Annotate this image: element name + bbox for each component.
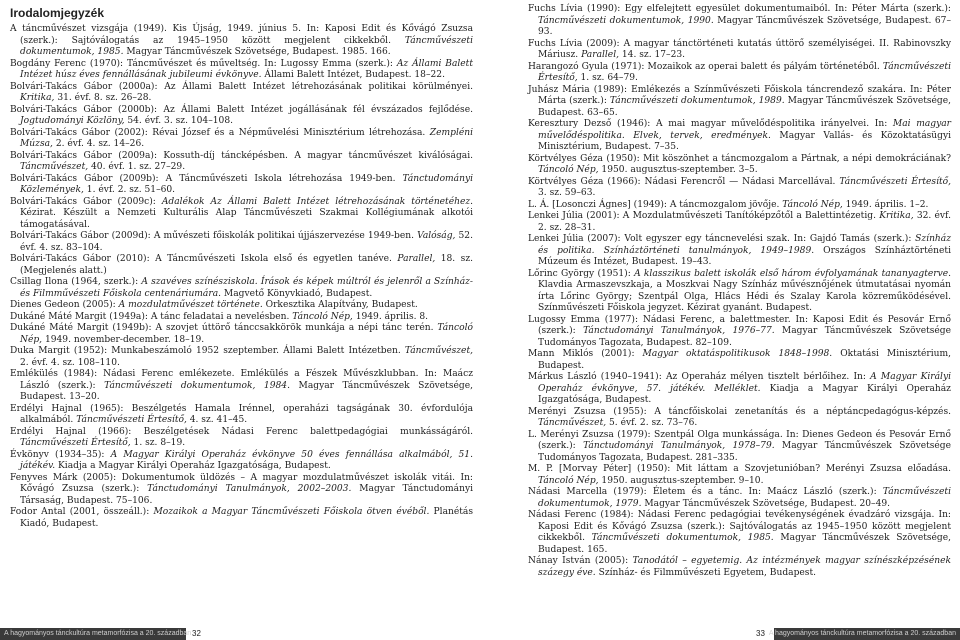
- entry-text-segment: Kézirat. Készült a Nemzeti Kulturális Alap Táncművészeti Szakmai Kollégiumának alkotói támogatásával.: [20, 208, 473, 230]
- entry-text-segment: Magyar Táncművészek Szövetsége, Budapest. 20–49.: [641, 498, 891, 509]
- entry-text-segment: 40. évf. 1. sz. 27–29.: [88, 162, 186, 172]
- bibliography-entry: [10, 231, 473, 254]
- entry-italic-segment: Táncművészeti Értesítő,: [538, 61, 951, 83]
- entry-text-segment: L. Merényi Zsuzsa (1979): Szentpál Olga munkássága. In: Dienes Gedeon és Pesovár Ernő (szerk.):: [528, 429, 951, 451]
- bibliography-entry: [528, 430, 951, 465]
- entry-text-segment: Planétás Kiadó, Budapest.: [20, 507, 473, 529]
- entry-italic-segment: Táncoló Nép,: [782, 199, 843, 210]
- right-column: [528, 4, 951, 579]
- entry-text-segment: Fuchs Lívia (2009): A magyar tánctörténeti kutatás úttörő személyiségei. II. Rabinovszky Máriusz.: [528, 38, 951, 60]
- entry-text-segment: Magyar Táncművészek Szövetsége, Budapest. 67–93.: [538, 15, 952, 37]
- entry-italic-segment: Tanodától – egyetemig. Az intézmények magyar színészképzésének százegy éve.: [538, 556, 951, 578]
- bibliography-entry: [528, 85, 951, 120]
- entry-text-segment: Orkesztika Alapítvány, Budapest.: [262, 300, 418, 310]
- entry-text-segment: Csillag Ilona (1964, szerk.):: [10, 277, 142, 287]
- entry-text-segment: Lenkei Júlia (2007): Volt egyszer egy táncnevelési szak. In: Gajdó Tamás (szerk.):: [528, 234, 916, 244]
- entry-italic-segment: Zempléni Múzsa,: [20, 127, 473, 149]
- entry-text-segment: 54. évf. 3. sz. 104–108.: [124, 116, 234, 126]
- bibliography-entry: [528, 464, 951, 487]
- entry-text-segment: Lenkei Júlia (2001): A Mozdulatművészeti Tanítóképzőtől a Balettintézetig.: [528, 211, 880, 221]
- entry-italic-segment: Táncművészeti dokumentumok, 1990.: [538, 15, 714, 26]
- entry-text-segment: Lugossy Emma (1977): Nádasi Ferenc, a balettmester. In: Kaposi Edit és Pesovár Ernő (szerk.):: [528, 314, 951, 336]
- entry-text-segment: 5. évf. 2. sz. 73–76.: [606, 418, 698, 428]
- entry-italic-segment: A Magyar Királyi Operaház évkönyve, 57. játékév. Melléklet.: [538, 372, 952, 394]
- footer-left: [0, 628, 480, 640]
- bibliography-entry: [528, 177, 951, 200]
- entry-italic-segment: Táncoló Nép,: [538, 475, 599, 486]
- entry-text-segment: 52. évf. 4. sz. 83–104.: [20, 231, 473, 253]
- bibliography-entry: [10, 404, 473, 427]
- entry-text-segment: 1949. november-december. 18–19.: [42, 334, 205, 345]
- entry-italic-segment: A szavéves színésziskola. Írások és képek múltról és jelenről a Színház- és Filmművészeti Főiskola centenáriumára.: [20, 277, 473, 299]
- entry-text-segment: Nádasi Marcella (1979): Életem és a tánc. In: Maácz László (szerk.):: [528, 487, 883, 497]
- entry-text-segment: Juhász Mária (1989): Emlékezés a Színművészeti Főiskola táncrendező szakára. In: Péter Márta (szerk.):: [528, 84, 951, 106]
- entry-text-segment: Magyar Vallás- és Közoktatásügyi Minisztérium, Budapest. 7–35.: [538, 130, 952, 152]
- entry-text-segment: 18. sz. (Megjelenés alatt.): [20, 254, 474, 276]
- footer-title-right: A hagyományos tánckultúra metamorfózisa a 20. században: [768, 630, 956, 637]
- page-number-right: 33: [756, 629, 765, 638]
- entry-text-segment: 1949. április. 8.: [352, 311, 429, 322]
- bibliography-entry: [10, 312, 473, 324]
- entry-text-segment: Mann Miklós (2001):: [528, 349, 643, 359]
- bibliography-entry: [528, 556, 951, 579]
- bibliography-entry: [528, 200, 951, 212]
- entry-text-segment: 1950. augusztus-szeptember. 9–10.: [598, 475, 764, 486]
- entry-italic-segment: Táncoló Nép,: [292, 311, 353, 322]
- entry-italic-segment: Táncművészet,: [538, 418, 607, 428]
- entry-text-segment: Harangozó Gyula (1971): Mozaikok az operai balett és pályám történetéből.: [528, 61, 883, 72]
- section-heading: Irodalomjegyzék: [10, 6, 105, 20]
- entry-text-segment: 1949. április. 1–2.: [842, 199, 929, 210]
- entry-text-segment: 1950. augusztus-szeptember. 3–5.: [598, 165, 758, 175]
- bibliography-entry: [528, 487, 951, 510]
- entry-italic-segment: Táncoló Nép,: [20, 323, 473, 345]
- entry-italic-segment: Tánctudományi Közlemények,: [20, 173, 473, 195]
- entry-text-segment: 4. sz. 41–45.: [186, 415, 248, 425]
- entry-text-segment: M. P. [Morvay Péter] (1950): Mit láttam a Szovjetunióban? Merényi Zsuzsa előadása.: [528, 464, 951, 474]
- entry-italic-segment: Magyar oktatáspolitikusok 1848–1998.: [642, 349, 833, 359]
- bibliography-entry: [528, 154, 951, 177]
- entry-text-segment: Klavdia Armaszevszkaja, a Moszkvai Nagy Színház művésznőjének útmutatásai nyomán írta Lőrinc György; Szentpál Olga, Hlács Hédi és Szalay Karola közreműködésével. Színművészeti Főiskola jegyzet. Kézirat gyanánt. Budapest.: [538, 280, 951, 313]
- entry-italic-segment: Jogtudományi Közlöny,: [20, 116, 125, 126]
- entry-text-segment: Magyar Táncművészek Szövetsége Tudományos Tagozata, Budapest. 82–109.: [538, 326, 951, 348]
- entry-italic-segment: Táncművészeti dokumentumok, 1979.: [538, 487, 951, 509]
- entry-text-segment: 3. sz. 59–63.: [538, 188, 596, 198]
- entry-text-segment: Keresztury Dezső (1946): A mai magyar művelődéspolitika irányelvei. In:: [528, 119, 893, 129]
- bibliography-entry: [528, 315, 951, 350]
- footer-right: [480, 628, 960, 640]
- entry-text-segment: Színház- és Filmművészeti Egyetem, Budapest.: [595, 567, 817, 578]
- entry-text-segment: 31. évf. 8. sz. 26–28.: [54, 93, 152, 103]
- entry-text-segment: 32. évf. 2. sz. 28–31.: [538, 211, 951, 233]
- entry-text-segment: 2. évf. 4. sz. 108–110.: [20, 357, 120, 368]
- bibliography-entry: [528, 349, 951, 372]
- entry-text-segment: Bolvári-Takács Gábor (2000a): Az Állami Balett Intézet létrehozásának politikai körülményei.: [10, 81, 473, 92]
- entry-text-segment: Bolvári-Takács Gábor (2002): Révai József és a Népművelési Minisztérium létrehozása.: [10, 127, 430, 138]
- entry-text-segment: Évkönyv (1934–35):: [10, 449, 111, 460]
- entry-text-segment: L. Á. [Losonczi Ágnes] (1949): A táncmozgalom jövője.: [528, 199, 783, 210]
- entry-text-segment: 2. évf. 4. sz. 14–26.: [52, 139, 145, 149]
- entry-text-segment: Bolvári-Takács Gábor (2010): A Táncművészeti Iskola első és egyetlen tanéve.: [10, 254, 398, 264]
- entry-text-segment: 14. sz. 17–23.: [619, 50, 686, 60]
- entry-text-segment: Merényi Zsuzsa (1955): A táncfőiskolai zenetanítás és a néptáncpedagógus-képzés.: [528, 406, 951, 417]
- bibliography-entry: [528, 372, 951, 407]
- entry-italic-segment: A mozdulatművészet története.: [118, 300, 263, 310]
- entry-italic-segment: Tánctudományi Tanulmányok, 1976–77.: [583, 326, 775, 336]
- entry-italic-segment: Kritika,: [879, 211, 914, 221]
- entry-italic-segment: Mozaikok a Magyar Táncművészeti Főiskola ötven évéből.: [153, 507, 430, 517]
- bibliography-entry: [528, 4, 951, 39]
- entry-text-segment: 1. évf. 2. sz. 51–60.: [83, 185, 176, 195]
- entry-text-segment: Nánay István (2005):: [528, 556, 633, 566]
- entry-text-segment: Lőrinc György (1951):: [528, 268, 635, 279]
- bibliography-entry: [10, 323, 473, 346]
- bibliography-entry: [528, 407, 951, 430]
- bibliography-entry: [10, 174, 473, 197]
- entry-text-segment: Dukáné Máté Margit (1949b): A szovjet úttörő tánccsakkörök munkája a népi tánc terén.: [10, 323, 438, 333]
- bibliography-entry: [528, 39, 951, 62]
- entry-italic-segment: Adalékok Az Állami Balett Intézet létrehozásának történetéhez.: [161, 196, 474, 207]
- entry-italic-segment: Kritika,: [20, 93, 55, 103]
- entry-italic-segment: Táncművészet,: [20, 162, 89, 172]
- bibliography-entry: [10, 427, 473, 450]
- entry-text-segment: Bolvári-Takács Gábor (2009a): Kossuth-díj táncképésben. A magyar táncművészet kiválóságai.: [10, 150, 473, 161]
- entry-text-segment: Magvető Könyvkiadó, Budapest.: [221, 288, 373, 299]
- bibliography-entry: [10, 197, 473, 232]
- right-page: [480, 0, 960, 640]
- bibliography-entry: [10, 300, 473, 312]
- entry-text-segment: Bogdány Ferenc (1970): Táncművészet és műveltség. In: Lugossy Emma (szerk.):: [10, 58, 397, 69]
- entry-italic-segment: Táncművészeti Értesítő,: [76, 415, 187, 425]
- entry-text-segment: Emlékülés (1984): Nádasi Ferenc emlékezete. Emlékülés a Fészek Művészklubban. In: Maácz László (szerk.):: [10, 369, 473, 391]
- entry-text-segment: Fenyves Márk (2005): Dokumentumok üldözés – A magyar mozdulatművészet iskolák vitái. In: Kővágó Zsuzsa (szerk.):: [10, 472, 473, 494]
- bibliography-entry: [10, 128, 473, 151]
- entry-italic-segment: Táncművészeti Értesítő,: [839, 176, 952, 187]
- entry-text-segment: Márkus László (1940–1941): Az Operaház mélyen tisztelt bérlőihez. In:: [528, 372, 871, 382]
- entry-text-segment: Kiadja a Magyar Királyi Operaház Igazgatósága, Budapest.: [55, 461, 331, 471]
- entry-italic-segment: Táncművészeti Értesítő,: [20, 438, 131, 448]
- bibliography-entry: [10, 59, 473, 82]
- entry-text-segment: Fodor Antal (2001, összeáll.):: [10, 507, 154, 517]
- bibliography-entry: [528, 119, 951, 154]
- entry-text-segment: Nádasi Ferenc (1984): Nádasi Ferenc pedagógiai tevékenységének évadzáró vizsgája. In: Kaposi Edit és Kővágó Zsuzsa (szerk.): Sajtóválogatás az 1945–1950 között megjelent cikkekből.: [528, 510, 951, 543]
- entry-text-segment: Magyar Táncművészek Szövetsége, Budapest. 63–65.: [538, 96, 952, 118]
- entry-text-segment: Országos Színháztörténeti Múzeum és Intézet, Budapest. 19–43.: [538, 245, 951, 267]
- bibliography-entry: [528, 234, 951, 269]
- bibliography-entry: [10, 277, 473, 300]
- entry-text-segment: Magyar Táncművészek Szövetsége Tudományos Tagozata, Budapest. 281–335.: [538, 441, 951, 463]
- entry-text-segment: Bolvári-Takács Gábor (2009b): A Táncművészeti Iskola létrehozása 1949-ben.: [10, 173, 403, 184]
- entry-text-segment: Duka Margit (1952): Munkabeszámoló 1952 szeptember. Állami Balett Intézetben.: [10, 346, 405, 356]
- entry-italic-segment: Táncművészeti dokumentumok, 1985.: [20, 35, 473, 57]
- entry-text-segment: Erdélyi Hajnal (1966): Beszélgetések Nádasi Ferenc balettpedagógiai munkásságáról.: [10, 426, 473, 437]
- bibliography-entry: [10, 450, 473, 473]
- bibliography-entry: [10, 346, 473, 369]
- bibliography-entry: [528, 211, 951, 234]
- entry-italic-segment: Táncművészeti dokumentumok, 1984.: [104, 380, 290, 391]
- entry-text-segment: Kiadja a Magyar Királyi Operaház Igazgatósága, Budapest.: [538, 383, 951, 405]
- bibliography-entry: [10, 369, 473, 404]
- entry-text-segment: Fuchs Lívia (1990): Egy elfelejtett egyesület dokumentumaiból. In: Péter Márta (szerk.):: [528, 4, 951, 14]
- bibliography-entry: [10, 507, 473, 530]
- entry-text-segment: Dukáné Máté Margit (1949a): A tánc feladatai a nevelésben.: [10, 311, 293, 322]
- entry-italic-segment: Táncművészet,: [404, 346, 473, 356]
- entry-text-segment: Bolvári-Takács Gábor (2000b): Az Állami Balett Intézet jogállásának fél évszázados fejlődése.: [10, 104, 473, 115]
- entry-text-segment: Bolvári-Takács Gábor (2009c):: [10, 196, 162, 207]
- entry-italic-segment: Mai magyar művelődéspolitika. Elvek, tervek, eredmények.: [538, 119, 951, 141]
- entry-italic-segment: Táncművészeti dokumentumok, 1985.: [591, 533, 774, 543]
- entry-text-segment: Bolvári-Takács Gábor (2009d): A művészeti főiskolák politikai újjászervezése 1949-ben.: [10, 231, 418, 241]
- bibliography-entry: [528, 62, 951, 85]
- entry-italic-segment: Táncoló Nép,: [538, 165, 599, 175]
- entry-text-segment: Erdélyi Hajnal (1965): Beszélgetés Hamala Irénnel, operaházi tagságának 30. évfordulója alkalmából.: [10, 403, 473, 425]
- bibliography-list-right: [528, 4, 951, 579]
- bibliography-list-left: [10, 24, 473, 530]
- entry-italic-segment: A klasszikus balett iskolák első három évfolyamának tananyagtervе.: [634, 268, 951, 279]
- entry-italic-segment: A Magyar Királyi Operaház évkönyve 50 éves fennállása alkalmából, 51. játékév.: [20, 449, 473, 471]
- entry-italic-segment: Színház és politika. Színháztörténeti tanulmányok, 1949–1989.: [538, 234, 951, 256]
- bibliography-entry: [10, 151, 473, 174]
- entry-italic-segment: Valóság,: [417, 231, 456, 241]
- bibliography-entry: [10, 24, 473, 59]
- entry-text-segment: Magyar Táncművészek Szövetsége, Budapest. 13–20.: [20, 380, 473, 402]
- entry-text-segment: 1. sz. 64–79.: [577, 73, 638, 83]
- entry-text-segment: 1. sz. 8–19.: [130, 438, 186, 448]
- entry-text-segment: A táncművészet vizsgája (1949). Kis Újság, 1949. június 5. In: Kaposi Edit és Kővágó Zsuzsa (szerk.): Sajtóválogatás az 1945–1950 között megjelent cikkekből.: [10, 24, 473, 46]
- bibliography-entry: [10, 254, 473, 277]
- bibliography-entry: [528, 269, 951, 315]
- bibliography-entry: [10, 105, 473, 128]
- entry-text-segment: Magyar Táncművészek Szövetsége, Budapest. 165.: [538, 533, 951, 555]
- bibliography-entry: [10, 82, 473, 105]
- left-column: [10, 6, 473, 530]
- entry-text-segment: Körtvélyes Géza (1966): Nádasi Ferencről — Nádasi Marcellával.: [528, 176, 840, 187]
- entry-text-segment: Körtvélyes Géza (1950): Mit köszönhet a táncmozgalom a Pártnak, a népi demokráciának?: [528, 153, 951, 164]
- bibliography-entry: [10, 473, 473, 508]
- entry-text-segment: Magyar Tánctudományi Társaság, Budapest. 75–106.: [20, 484, 473, 506]
- entry-italic-segment: Tánctudományi Tanulmányok, 2002–2003.: [147, 484, 352, 494]
- page-number-left: 32: [192, 629, 201, 638]
- entry-italic-segment: Parallel,: [397, 254, 436, 264]
- footer-title-left: A hagyományos tánckultúra metamorfózisa a 20. században: [4, 630, 192, 637]
- entry-italic-segment: Tánctudományi Tanulmányok, 1978–79.: [583, 441, 775, 451]
- entry-italic-segment: Táncművészeti dokumentumok, 1989.: [609, 96, 785, 106]
- entry-italic-segment: Parallel,: [581, 50, 619, 60]
- entry-text-segment: Oktatási Minisztérium, Budapest.: [538, 349, 951, 371]
- entry-text-segment: Állami Balett Intézet, Budapest. 18–22.: [261, 70, 445, 80]
- entry-italic-segment: Az Állami Balett Intézet húsz éves fennállásának jubileumi évkönyve.: [20, 58, 473, 80]
- bibliography-entry: [528, 510, 951, 556]
- entry-text-segment: Magyar Táncművészek Szövetsége, Budapest. 1985. 166.: [123, 47, 391, 57]
- entry-text-segment: Dienes Gedeon (2005):: [10, 300, 119, 310]
